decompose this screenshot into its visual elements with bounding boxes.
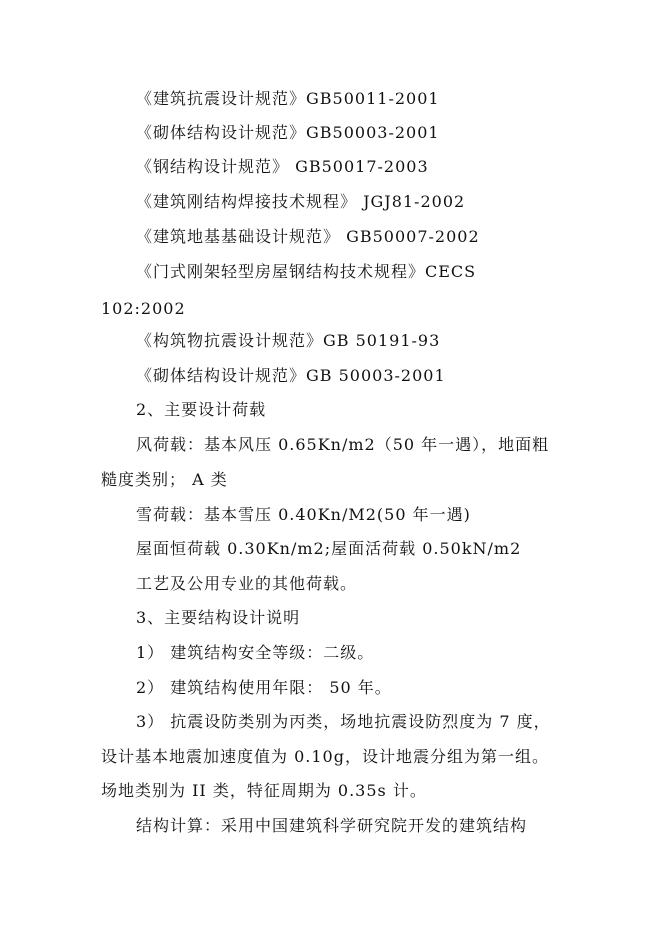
reference-line: 《构筑物抗震设计规范》GB 50191-93	[136, 331, 441, 350]
paragraph-line: 结构计算：采用中国建筑科学研究院开发的建筑结构	[136, 816, 528, 835]
paragraph-line: 雪荷载：基本雪压 0.40Kn/M2(50 年一遇)	[136, 505, 471, 524]
list-item: 1） 建筑结构安全等级：二级。	[136, 643, 375, 662]
reference-line: 《钢结构设计规范》 GB50017-2003	[136, 157, 429, 176]
section-heading: 3、主要结构设计说明	[136, 608, 301, 627]
reference-line: 《建筑抗震设计规范》GB50011-2001	[136, 89, 440, 108]
list-item: 3） 抗震设防类别为丙类，场地抗震设防烈度为 7 度，	[136, 712, 551, 731]
reference-line: 《砌体结构设计规范》GB 50003-2001	[136, 366, 446, 385]
paragraph-line: 屋面恒荷载 0.30Kn/m2;屋面活荷载 0.50kN/m2	[136, 539, 522, 558]
reference-line: 《建筑地基基础设计规范》 GB50007-2002	[136, 227, 480, 246]
paragraph-line: 工艺及公用专业的其他荷载。	[136, 574, 358, 593]
section-heading: 2、主要设计荷载	[136, 400, 267, 419]
reference-line: 《建筑刚结构焊接技术规程》 JGJ81-2002	[136, 192, 466, 211]
paragraph-line-continued: 设计基本地震加速度值为 0.10g，设计地震分组为第一组。	[101, 747, 549, 766]
reference-line: 《砌体结构设计规范》GB50003-2001	[136, 123, 440, 142]
reference-line-continued: 102:2002	[101, 299, 186, 318]
paragraph-line: 风荷载：基本风压 0.65Kn/m2（50 年一遇），地面粗	[136, 435, 550, 454]
paragraph-line-continued: 场地类别为 II 类，特征周期为 0.35s 计。	[101, 781, 427, 800]
reference-line: 《门式刚架轻型房屋钢结构技术规程》CECS	[136, 262, 477, 281]
list-item: 2） 建筑结构使用年限： 50 年。	[136, 678, 392, 697]
paragraph-line-continued: 糙度类别； A 类	[101, 470, 228, 489]
